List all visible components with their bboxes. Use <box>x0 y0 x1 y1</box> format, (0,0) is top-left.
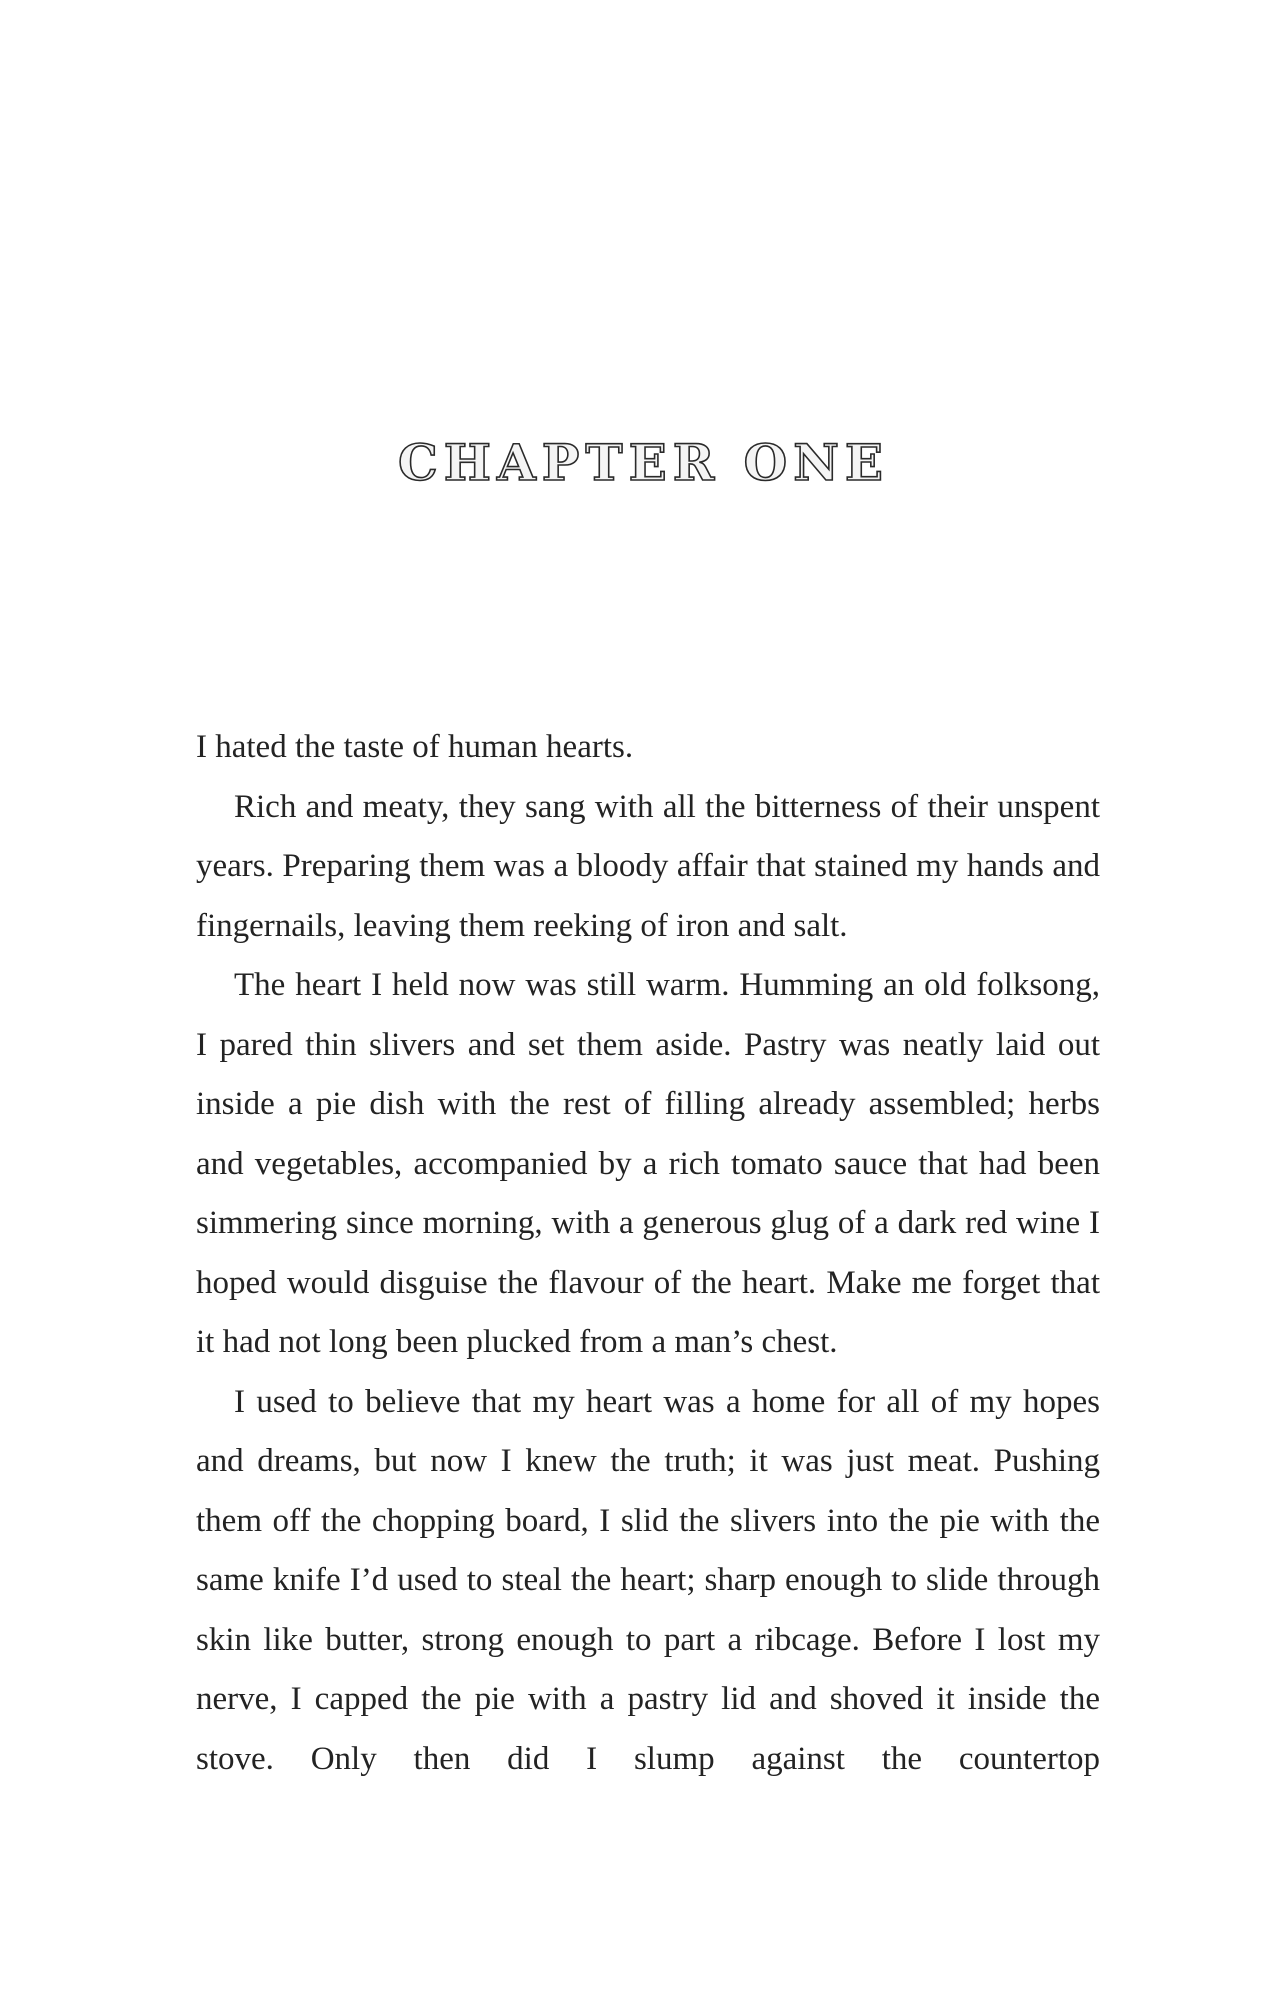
paragraph-4: I used to believe that my heart was a home for all of my hopes and dreams, but now I knew the truth; it was just meat. Pushing them off the chopping board, I slid the slivers into the pie with the same knife I’d used to steal the heart; sharp enough to slide through skin like butter, strong enough to part a ribcage. Before I lost my nerve, I capped the pie with a pastry lid and shoved it inside the stove. Only then did I slump against the countertop <box>196 1383 1100 1777</box>
chapter-title: CHAPTER ONE <box>397 433 890 492</box>
chapter-body <box>196 718 1100 1789</box>
paragraph-3: The heart I held now was still warm. Humming an old folksong, I pared thin slivers and set them aside. Pastry was neatly laid out inside a pie dish with the rest of filling already assembled; herbs and vegetables, accompanied by a rich tomato sauce that had been simmering since morning, with a generous glug of a dark red wine I hoped would disguise the flavour of the heart. Make me forget that it had not long been plucked from a man’s chest. <box>196 967 1100 1360</box>
paragraph-2: Rich and meaty, they sang with all the bitterness of their unspent years. Preparing them was a bloody affair that stained my hands and fingernails, leaving them reeking of iron and salt. <box>196 788 1100 944</box>
paragraph-1: I hated the taste of human hearts. <box>196 729 634 765</box>
